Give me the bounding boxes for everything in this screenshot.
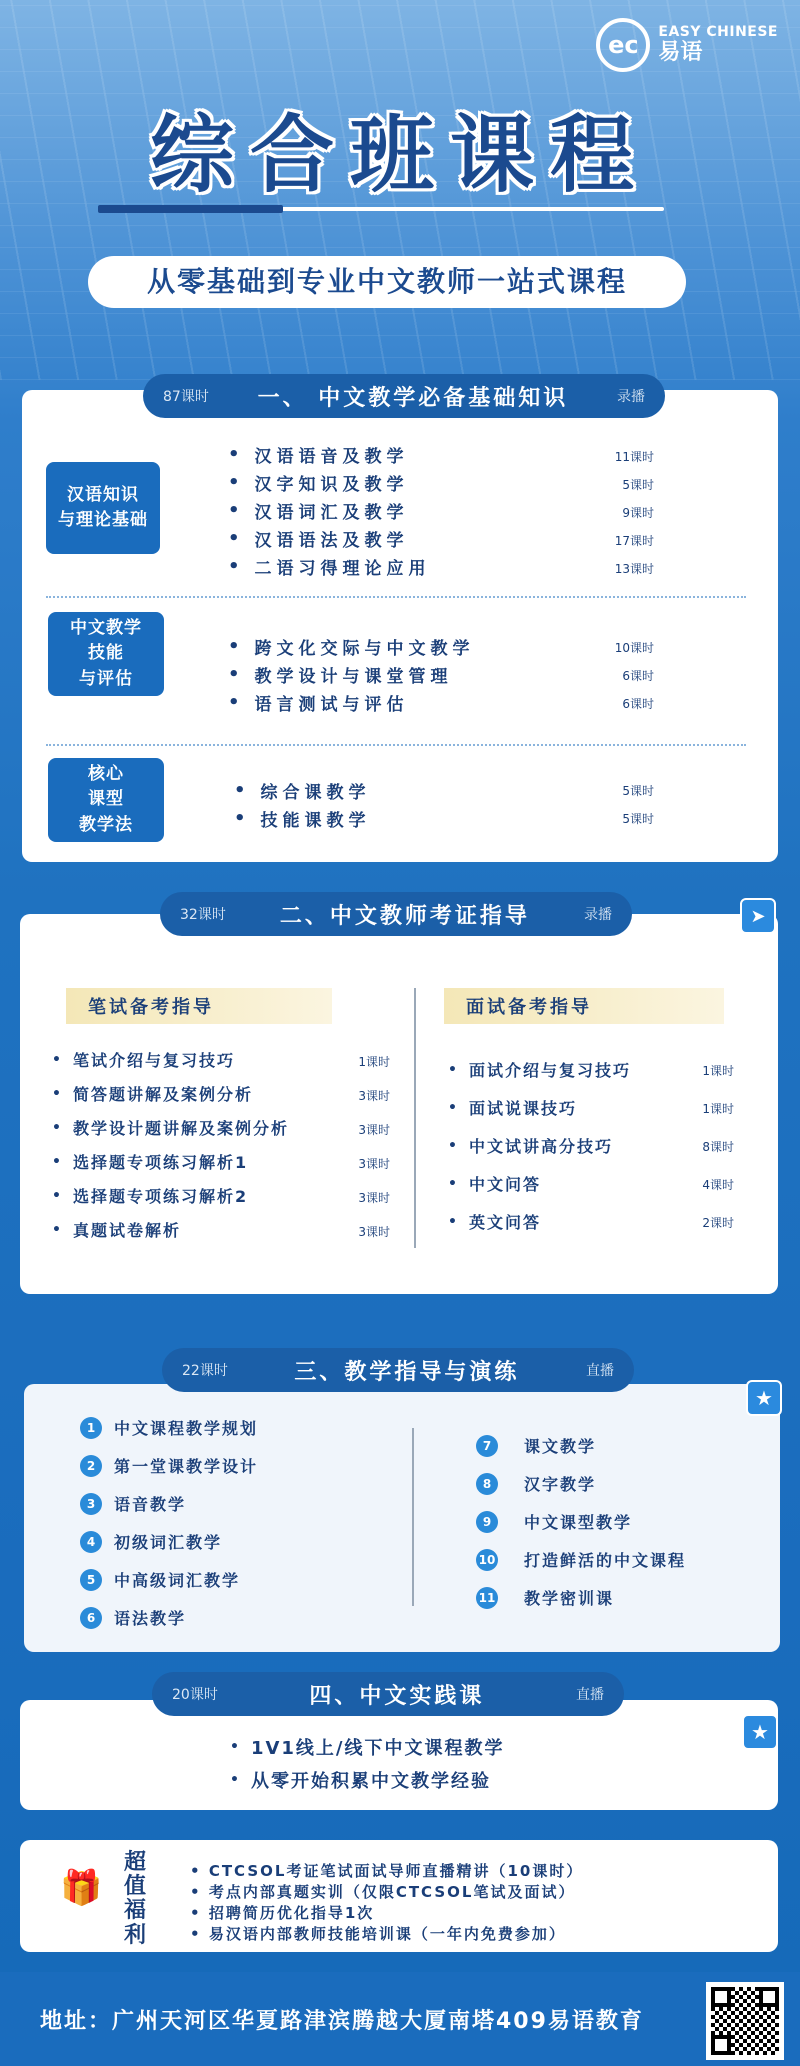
section2-header [160, 892, 632, 936]
item-hours: 17课时 [614, 534, 654, 548]
written-exam-heading: 笔试备考指导 [66, 988, 332, 1024]
item-hours: 3课时 [358, 1225, 390, 1239]
list-item: 5 中高级词汇教学 [80, 1568, 240, 1591]
bonus-item: • CTCSOL考证笔试面试导师直播精讲（10课时） [190, 1862, 584, 1880]
item-hours: 3课时 [358, 1123, 390, 1137]
column-divider [412, 1428, 414, 1606]
list-item: • 跨文化交际与中文教学 [228, 636, 475, 659]
list-item: 6 语法教学 [80, 1606, 186, 1629]
list-item: • 简答题讲解及案例分析 [52, 1085, 253, 1104]
list-item: • 选择题专项练习解析1 [52, 1153, 249, 1172]
section2-mode: 录播 [584, 907, 612, 923]
item-hours: 1课时 [702, 1102, 734, 1116]
list-item: • 综合课教学 [234, 780, 371, 803]
page-title: 综合班课程 [149, 105, 650, 204]
item-hours: 6课时 [622, 697, 654, 711]
interview-heading: 面试备考指导 [444, 988, 724, 1024]
list-item: 1 中文课程教学规划 [80, 1416, 258, 1439]
section1-tag-3: 核心 课型 教学法 [48, 758, 164, 842]
item-hours: 5课时 [622, 812, 654, 826]
list-item: • 教学设计与课堂管理 [228, 664, 453, 687]
section4-title: 四、中文实践课 [309, 1683, 485, 1709]
item-hours: 6课时 [622, 669, 654, 683]
qr-code [706, 1982, 784, 2060]
item-hours: 9课时 [622, 506, 654, 520]
list-item: • 汉语语法及教学 [228, 528, 409, 551]
list-item: • 面试介绍与复习技巧 [448, 1061, 631, 1080]
item-hours: 1课时 [358, 1055, 390, 1069]
list-item: • 中文试讲高分技巧 [448, 1137, 613, 1156]
bonus-label: 超 值 福 利 [123, 1849, 146, 1948]
list-item: • 1V1线上/线下中文课程教学 [230, 1738, 505, 1759]
bonus-item: • 易汉语内部教师技能培训课（一年内免费参加） [190, 1925, 566, 1943]
item-hours: 5课时 [622, 478, 654, 492]
section2-title: 二、中文教师考证指导 [279, 903, 530, 929]
list-item: 10 打造鲜活的中文课程 [476, 1548, 686, 1571]
section3-hours: 22课时 [182, 1363, 228, 1379]
section4-hours: 20课时 [172, 1687, 218, 1703]
section2-hours: 32课时 [180, 907, 226, 923]
bonus-item: • 考点内部真题实训（仅限CTCSOL笔试及面试） [190, 1883, 576, 1901]
section1-hours: 87课时 [163, 389, 209, 405]
list-item: 4 初级词汇教学 [80, 1530, 222, 1553]
section1-tag-2: 中文教学 技能 与评估 [48, 612, 164, 696]
divider [46, 744, 746, 746]
list-item: • 二语习得理论应用 [228, 556, 431, 579]
column-divider [414, 988, 416, 1248]
page-subtitle: 从零基础到专业中文教师一站式课程 [88, 256, 686, 308]
logo-name-cn: 易语 [658, 40, 703, 66]
list-item: 9 中文课型教学 [476, 1510, 632, 1533]
item-hours: 3课时 [358, 1157, 390, 1171]
section3-header [162, 1348, 634, 1392]
logo-name-en: EASY CHINESE [658, 24, 778, 41]
list-item: 11 教学密训课 [476, 1586, 614, 1609]
section4-mode: 直播 [576, 1687, 604, 1703]
list-item: • 从零开始积累中文教学经验 [230, 1771, 491, 1792]
list-item: 3 语音教学 [80, 1492, 186, 1515]
section1-header [143, 374, 665, 418]
gift-icon: 🎁 [60, 1868, 103, 1908]
item-hours: 1课时 [702, 1064, 734, 1078]
section3-title: 三、教学指导与演练 [294, 1359, 520, 1385]
star-icon: ★ [746, 1380, 782, 1416]
list-item: 2 第一堂课教学设计 [80, 1454, 258, 1477]
item-hours: 3课时 [358, 1191, 390, 1205]
list-item: • 汉字知识及教学 [228, 472, 409, 495]
list-item: • 选择题专项练习解析2 [52, 1187, 249, 1206]
list-item: • 汉语词汇及教学 [228, 500, 409, 523]
list-item: 8 汉字教学 [476, 1472, 596, 1495]
section4-header [152, 1672, 624, 1716]
divider [46, 596, 746, 598]
logo-mark: ec [596, 18, 650, 72]
star-icon: ★ [742, 1714, 778, 1750]
item-hours: 8课时 [702, 1140, 734, 1154]
section1-title: 一、 中文教学必备基础知识 [257, 385, 569, 411]
item-hours: 5课时 [622, 784, 654, 798]
title-underline-accent [98, 205, 283, 213]
section1-mode: 录播 [617, 389, 645, 405]
section3-mode: 直播 [586, 1363, 614, 1379]
item-hours: 13课时 [614, 562, 654, 576]
list-item: • 真题试卷解析 [52, 1221, 181, 1240]
item-hours: 4课时 [702, 1178, 734, 1192]
item-hours: 3课时 [358, 1089, 390, 1103]
list-item: • 笔试介绍与复习技巧 [52, 1051, 235, 1070]
list-item: 7 课文教学 [476, 1434, 596, 1457]
logo [596, 18, 778, 72]
list-item: • 汉语语音及教学 [228, 444, 409, 467]
list-item: • 语言测试与评估 [228, 692, 409, 715]
address: 地址：广州天河区华夏路津滨腾越大厦南塔409易语教育 [40, 2009, 644, 2034]
bonus-item: • 招聘简历优化指导1次 [190, 1904, 375, 1922]
item-hours: 10课时 [614, 641, 654, 655]
section1-tag-1: 汉语知识 与理论基础 [46, 462, 160, 554]
list-item: • 面试说课技巧 [448, 1099, 577, 1118]
list-item: • 技能课教学 [234, 808, 371, 831]
item-hours: 11课时 [614, 450, 654, 464]
list-item: • 英文问答 [448, 1213, 541, 1232]
send-icon: ➤ [740, 898, 776, 934]
list-item: • 中文问答 [448, 1175, 541, 1194]
list-item: • 教学设计题讲解及案例分析 [52, 1119, 289, 1138]
item-hours: 2课时 [702, 1216, 734, 1230]
